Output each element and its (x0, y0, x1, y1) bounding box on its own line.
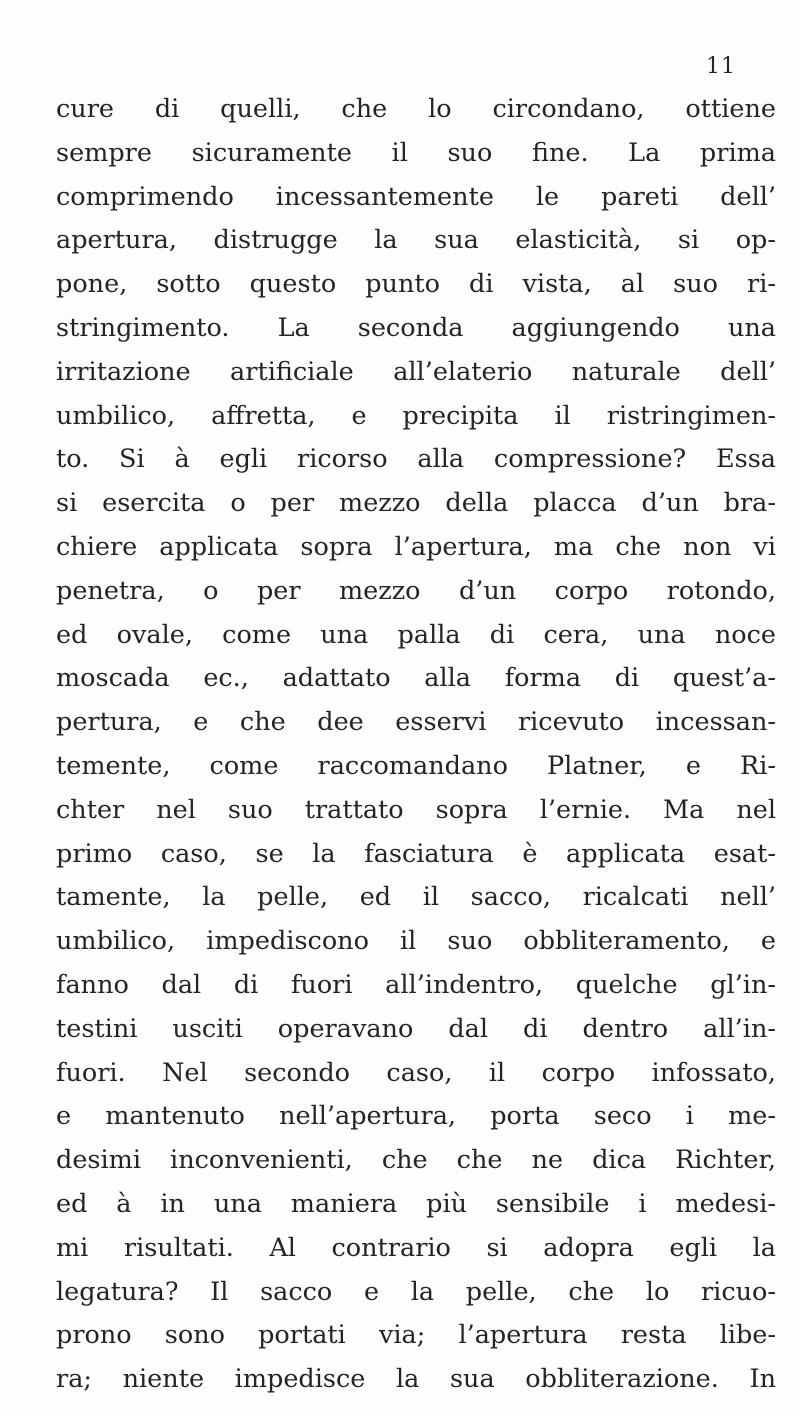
text-line: stringimento. La seconda aggiungendo una (56, 312, 776, 343)
text-line: umbilico, impediscono il suo obbliteramento, e (56, 926, 776, 957)
text-line: irritazione artificiale all’elaterio naturale dell’ (56, 356, 776, 387)
body-text (56, 88, 776, 1402)
text-line: umbilico, affretta, e precipita il ristringimen- (56, 400, 776, 431)
text-line: comprimendo incessantemente le pareti dell’ (56, 181, 776, 212)
text-line: to. Si à egli ricorso alla compressione? Essa (56, 444, 776, 475)
text-line: chter nel suo trattato sopra l’ernie. Ma nel (56, 794, 776, 825)
text-line: pone, sotto questo punto di vista, al suo ri- (56, 269, 776, 300)
text-line: legatura? Il sacco e la pelle, che lo ricuo- (56, 1276, 776, 1307)
text-line: sempre sicuramente il suo fine. La prima (56, 137, 776, 168)
text-line: apertura, distrugge la sua elasticità, si op- (56, 225, 776, 256)
page-number: 11 (706, 54, 736, 79)
text-line: primo caso, se la fasciatura è applicata esat- (56, 838, 776, 869)
text-line: prono sono portati via; l’apertura resta libe- (56, 1320, 776, 1351)
text-line: tamente, la pelle, ed il sacco, ricalcati nell’ (56, 882, 776, 913)
text-line: e mantenuto nell’apertura, porta seco i me- (56, 1101, 776, 1132)
text-line: fuori. Nel secondo caso, il corpo infossato, (56, 1057, 776, 1088)
text-line: penetra, o per mezzo d’un corpo rotondo, (56, 575, 776, 606)
text-line: ra; niente impedisce la sua obbliterazione. In (56, 1364, 776, 1395)
text-line: temente, come raccomandano Platner, e Ri- (56, 750, 776, 781)
text-line: fanno dal di fuori all’indentro, quelche gl’in- (56, 969, 776, 1000)
text-line: si esercita o per mezzo della placca d’un bra- (56, 488, 776, 519)
text-line: desimi inconvenienti, che che ne dica Richter, (56, 1145, 776, 1176)
text-line: cure di quelli, che lo circondano, ottiene (56, 94, 776, 124)
text-line: chiere applicata sopra l’apertura, ma che non vi (56, 531, 776, 562)
text-line: pertura, e che dee esservi ricevuto incessan- (56, 707, 776, 738)
text-line: mi risultati. Al contrario si adopra egli la (56, 1232, 776, 1263)
text-line: ed ovale, come una palla di cera, una noce (56, 619, 776, 650)
text-line: moscada ec., adattato alla forma di quest’a- (56, 663, 776, 694)
text-line: testini usciti operavano dal di dentro all’in- (56, 1013, 776, 1044)
text-line: ed à in una maniera più sensibile i medesi- (56, 1188, 776, 1219)
